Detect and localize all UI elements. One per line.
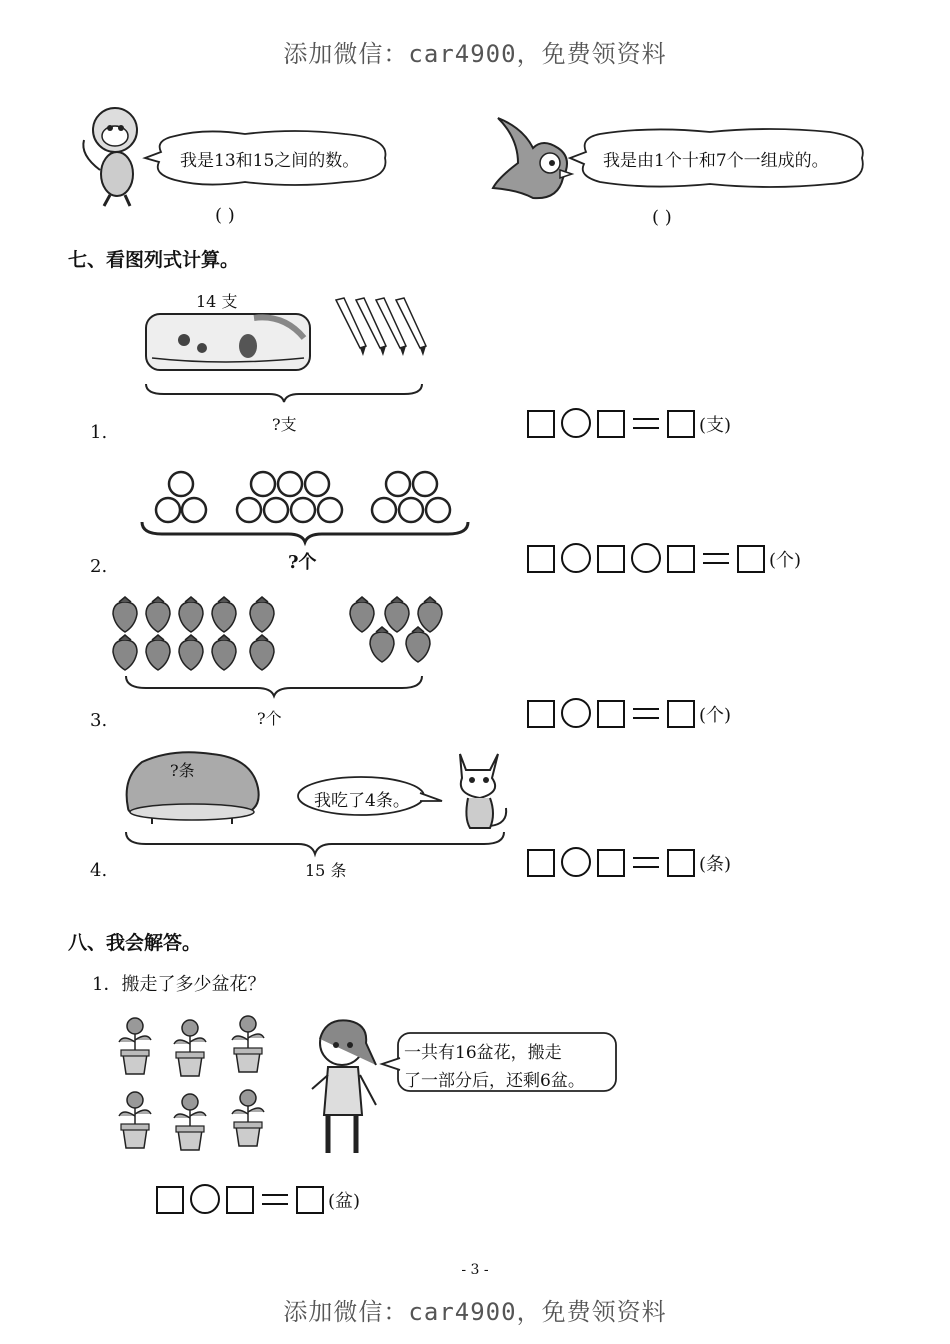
equals-sign	[701, 543, 731, 573]
answer-box[interactable]	[667, 410, 695, 438]
watermark-bottom: 添加微信：car4900，免费领资料	[283, 1298, 667, 1326]
p2-number: 2.	[90, 556, 108, 577]
s8-speech-line2: 了一部分后，还剩6盆。	[404, 1071, 585, 1091]
riddle-2-speech: 我是由1个十和7个一组成的。	[603, 151, 829, 171]
watermark-top: 添加微信：car4900，免费领资料	[283, 40, 667, 68]
p1-number: 1.	[90, 422, 108, 443]
unit-label: (条)	[699, 854, 732, 875]
flower-pots-illustration	[110, 1010, 285, 1159]
answer-box[interactable]	[527, 700, 555, 728]
pencils-illustration	[332, 296, 427, 362]
brace	[124, 830, 506, 860]
equals-sign	[631, 847, 661, 877]
answer-box[interactable]	[597, 700, 625, 728]
operator-circle[interactable]	[631, 543, 661, 573]
p3-bottom-label: ?个	[257, 709, 282, 728]
p1-bottom-label: ?支	[272, 415, 297, 434]
bird-illustration	[488, 108, 578, 208]
brace	[144, 382, 424, 408]
p1-top-label: 14 支	[196, 292, 238, 311]
equals-sign	[260, 1184, 290, 1214]
p2-bottom-label: ?个	[288, 552, 317, 573]
section-8-title: 八、我会解答。	[68, 932, 202, 954]
answer-box[interactable]	[527, 849, 555, 877]
unit-label: (盆)	[328, 1191, 361, 1212]
p3-number: 3.	[90, 710, 108, 731]
answer-box[interactable]	[597, 410, 625, 438]
s8-speech-line1: 一共有16盆花，搬走	[404, 1043, 562, 1063]
p4-bottom-label: 15 条	[305, 861, 347, 880]
strawberries-illustration	[110, 596, 450, 672]
brace	[140, 520, 470, 548]
p1-equation	[527, 408, 731, 438]
page-number: - 3 -	[461, 1262, 489, 1278]
answer-box[interactable]	[156, 1186, 184, 1214]
p4-equation	[527, 847, 731, 877]
operator-circle[interactable]	[561, 543, 591, 573]
answer-box[interactable]	[667, 545, 695, 573]
riddle-2-answer[interactable]: ( )	[652, 207, 672, 228]
s8-q1-text: 1．搬走了多少盆花？	[92, 974, 266, 995]
section-7-title: 七、看图列式计算。	[68, 249, 240, 271]
p3-equation	[527, 698, 731, 728]
answer-box[interactable]	[527, 545, 555, 573]
pencil-case-illustration	[144, 310, 314, 379]
cat-illustration	[446, 748, 516, 837]
operator-circle[interactable]	[561, 408, 591, 438]
operator-circle[interactable]	[190, 1184, 220, 1214]
answer-box[interactable]	[597, 545, 625, 573]
operator-circle[interactable]	[561, 698, 591, 728]
unit-label: (支)	[699, 415, 732, 436]
p4-top-label: ?条	[170, 761, 195, 780]
unit-label: (个)	[769, 550, 802, 571]
operator-circle[interactable]	[561, 847, 591, 877]
p2-equation	[527, 543, 801, 573]
unit-label: (个)	[699, 705, 732, 726]
answer-box[interactable]	[226, 1186, 254, 1214]
girl-illustration	[306, 1015, 386, 1164]
answer-box[interactable]	[737, 545, 765, 573]
answer-box[interactable]	[667, 700, 695, 728]
equals-sign	[631, 408, 661, 438]
answer-box[interactable]	[667, 849, 695, 877]
p4-speech: 我吃了4条。	[314, 791, 410, 811]
s8-equation	[156, 1184, 360, 1214]
equals-sign	[631, 698, 661, 728]
p4-number: 4.	[90, 860, 108, 881]
riddle-1-speech: 我是13和15之间的数。	[180, 151, 360, 171]
answer-box[interactable]	[597, 849, 625, 877]
riddle-1-answer[interactable]: ( )	[215, 205, 235, 226]
brace	[124, 674, 424, 702]
answer-box[interactable]	[527, 410, 555, 438]
answer-box[interactable]	[296, 1186, 324, 1214]
